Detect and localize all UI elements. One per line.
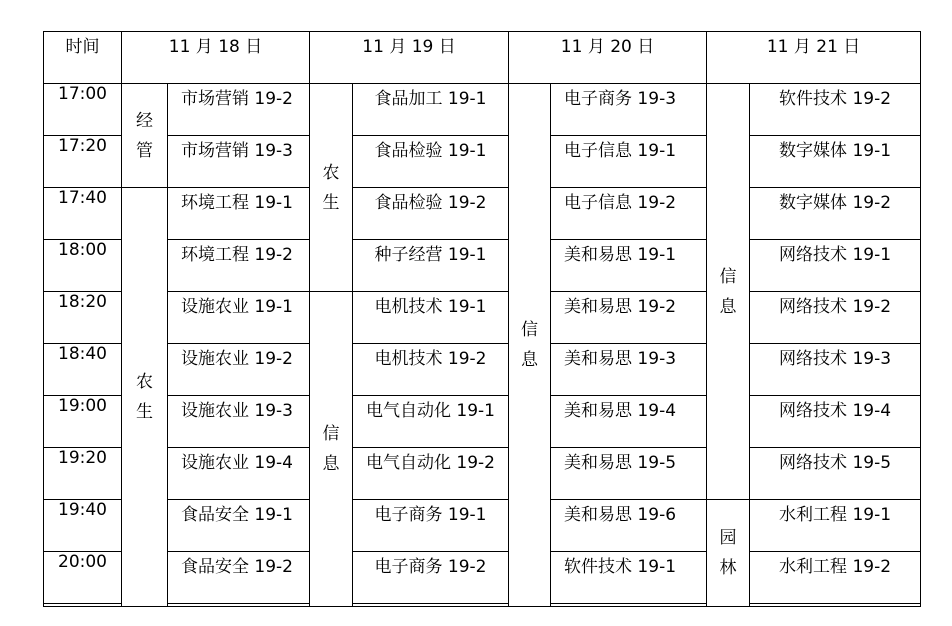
header-day-1: 11 月 18 日 [122, 32, 310, 84]
class-cell: 电子商务 19-1 [353, 500, 509, 552]
class-cell: 食品安全 19-2 [168, 552, 310, 604]
exam-schedule-table [43, 31, 921, 607]
tail-cell [353, 604, 509, 607]
table-row [44, 84, 921, 136]
dept-char: 信 [322, 424, 340, 444]
class-cell: 食品检验 19-1 [353, 136, 509, 188]
class-cell: 美和易思 19-5 [551, 448, 707, 500]
dept-char: 农 [136, 372, 153, 392]
time-cell: 17:20 [44, 136, 122, 188]
dept-char: 园 [719, 528, 737, 548]
class-cell: 数字媒体 19-2 [750, 188, 921, 240]
time-cell: 20:00 [44, 552, 122, 604]
dept-char: 生 [322, 192, 340, 213]
table-row [44, 188, 921, 240]
class-cell: 设施农业 19-2 [168, 344, 310, 396]
class-cell: 电机技术 19-2 [353, 344, 509, 396]
class-cell: 电子信息 19-2 [551, 188, 707, 240]
dept-cell [122, 84, 168, 188]
dept-char: 林 [719, 558, 737, 578]
class-cell: 水利工程 19-2 [750, 552, 921, 604]
header-time: 时间 [44, 32, 122, 84]
class-cell: 电子信息 19-1 [551, 136, 707, 188]
header-day-3: 11 月 20 日 [509, 32, 707, 84]
class-cell: 设施农业 19-1 [168, 292, 310, 344]
table-row [44, 344, 921, 396]
class-cell: 电气自动化 19-1 [353, 396, 509, 448]
time-cell: 18:00 [44, 240, 122, 292]
table-row [44, 500, 921, 552]
dept-char: 生 [136, 402, 153, 422]
table-row [44, 396, 921, 448]
class-cell: 水利工程 19-1 [750, 500, 921, 552]
dept-char: 管 [136, 140, 153, 161]
class-cell: 软件技术 19-2 [750, 84, 921, 136]
dept-char: 农 [322, 162, 340, 183]
class-cell: 网络技术 19-2 [750, 292, 921, 344]
class-cell: 食品安全 19-1 [168, 500, 310, 552]
header-row [44, 32, 921, 84]
table-row [44, 552, 921, 604]
dept-char: 经 [136, 110, 153, 131]
class-cell: 美和易思 19-1 [551, 240, 707, 292]
header-day-2: 11 月 19 日 [310, 32, 509, 84]
dept-char: 息 [521, 350, 539, 370]
class-cell: 食品加工 19-1 [353, 84, 509, 136]
dept-cell [310, 292, 353, 607]
table-row [44, 136, 921, 188]
class-cell: 美和易思 19-2 [551, 292, 707, 344]
table-row [44, 448, 921, 500]
class-cell: 美和易思 19-4 [551, 396, 707, 448]
class-cell: 网络技术 19-1 [750, 240, 921, 292]
class-cell: 设施农业 19-4 [168, 448, 310, 500]
class-cell: 市场营销 19-2 [168, 84, 310, 136]
time-cell: 19:40 [44, 500, 122, 552]
class-cell: 电机技术 19-1 [353, 292, 509, 344]
class-cell: 设施农业 19-3 [168, 396, 310, 448]
class-cell: 食品检验 19-2 [353, 188, 509, 240]
time-cell: 18:40 [44, 344, 122, 396]
class-cell: 电子商务 19-3 [551, 84, 707, 136]
class-cell: 电子商务 19-2 [353, 552, 509, 604]
dept-char: 信 [521, 320, 539, 340]
time-cell: 17:00 [44, 84, 122, 136]
class-cell: 环境工程 19-1 [168, 188, 310, 240]
dept-char: 息 [322, 454, 340, 474]
dept-cell [707, 84, 750, 500]
table-tail-row [44, 604, 921, 607]
class-cell: 市场营销 19-3 [168, 136, 310, 188]
dept-cell [509, 84, 551, 607]
dept-char: 息 [719, 296, 737, 317]
time-cell: 19:20 [44, 448, 122, 500]
class-cell: 电气自动化 19-2 [353, 448, 509, 500]
table-row [44, 292, 921, 344]
dept-cell [707, 500, 750, 607]
class-cell: 数字媒体 19-1 [750, 136, 921, 188]
header-day-4: 11 月 21 日 [707, 32, 921, 84]
tail-cell [750, 604, 921, 607]
class-cell: 美和易思 19-6 [551, 500, 707, 552]
dept-cell [122, 188, 168, 607]
class-cell: 网络技术 19-4 [750, 396, 921, 448]
class-cell: 网络技术 19-3 [750, 344, 921, 396]
class-cell: 环境工程 19-2 [168, 240, 310, 292]
time-cell: 19:00 [44, 396, 122, 448]
tail-cell [168, 604, 310, 607]
time-cell: 17:40 [44, 188, 122, 240]
table-row [44, 240, 921, 292]
dept-char: 信 [719, 266, 737, 287]
class-cell: 网络技术 19-5 [750, 448, 921, 500]
dept-cell [310, 84, 353, 292]
tail-cell [44, 604, 122, 607]
tail-cell [551, 604, 707, 607]
class-cell: 美和易思 19-3 [551, 344, 707, 396]
class-cell: 种子经营 19-1 [353, 240, 509, 292]
time-cell: 18:20 [44, 292, 122, 344]
class-cell: 软件技术 19-1 [551, 552, 707, 604]
